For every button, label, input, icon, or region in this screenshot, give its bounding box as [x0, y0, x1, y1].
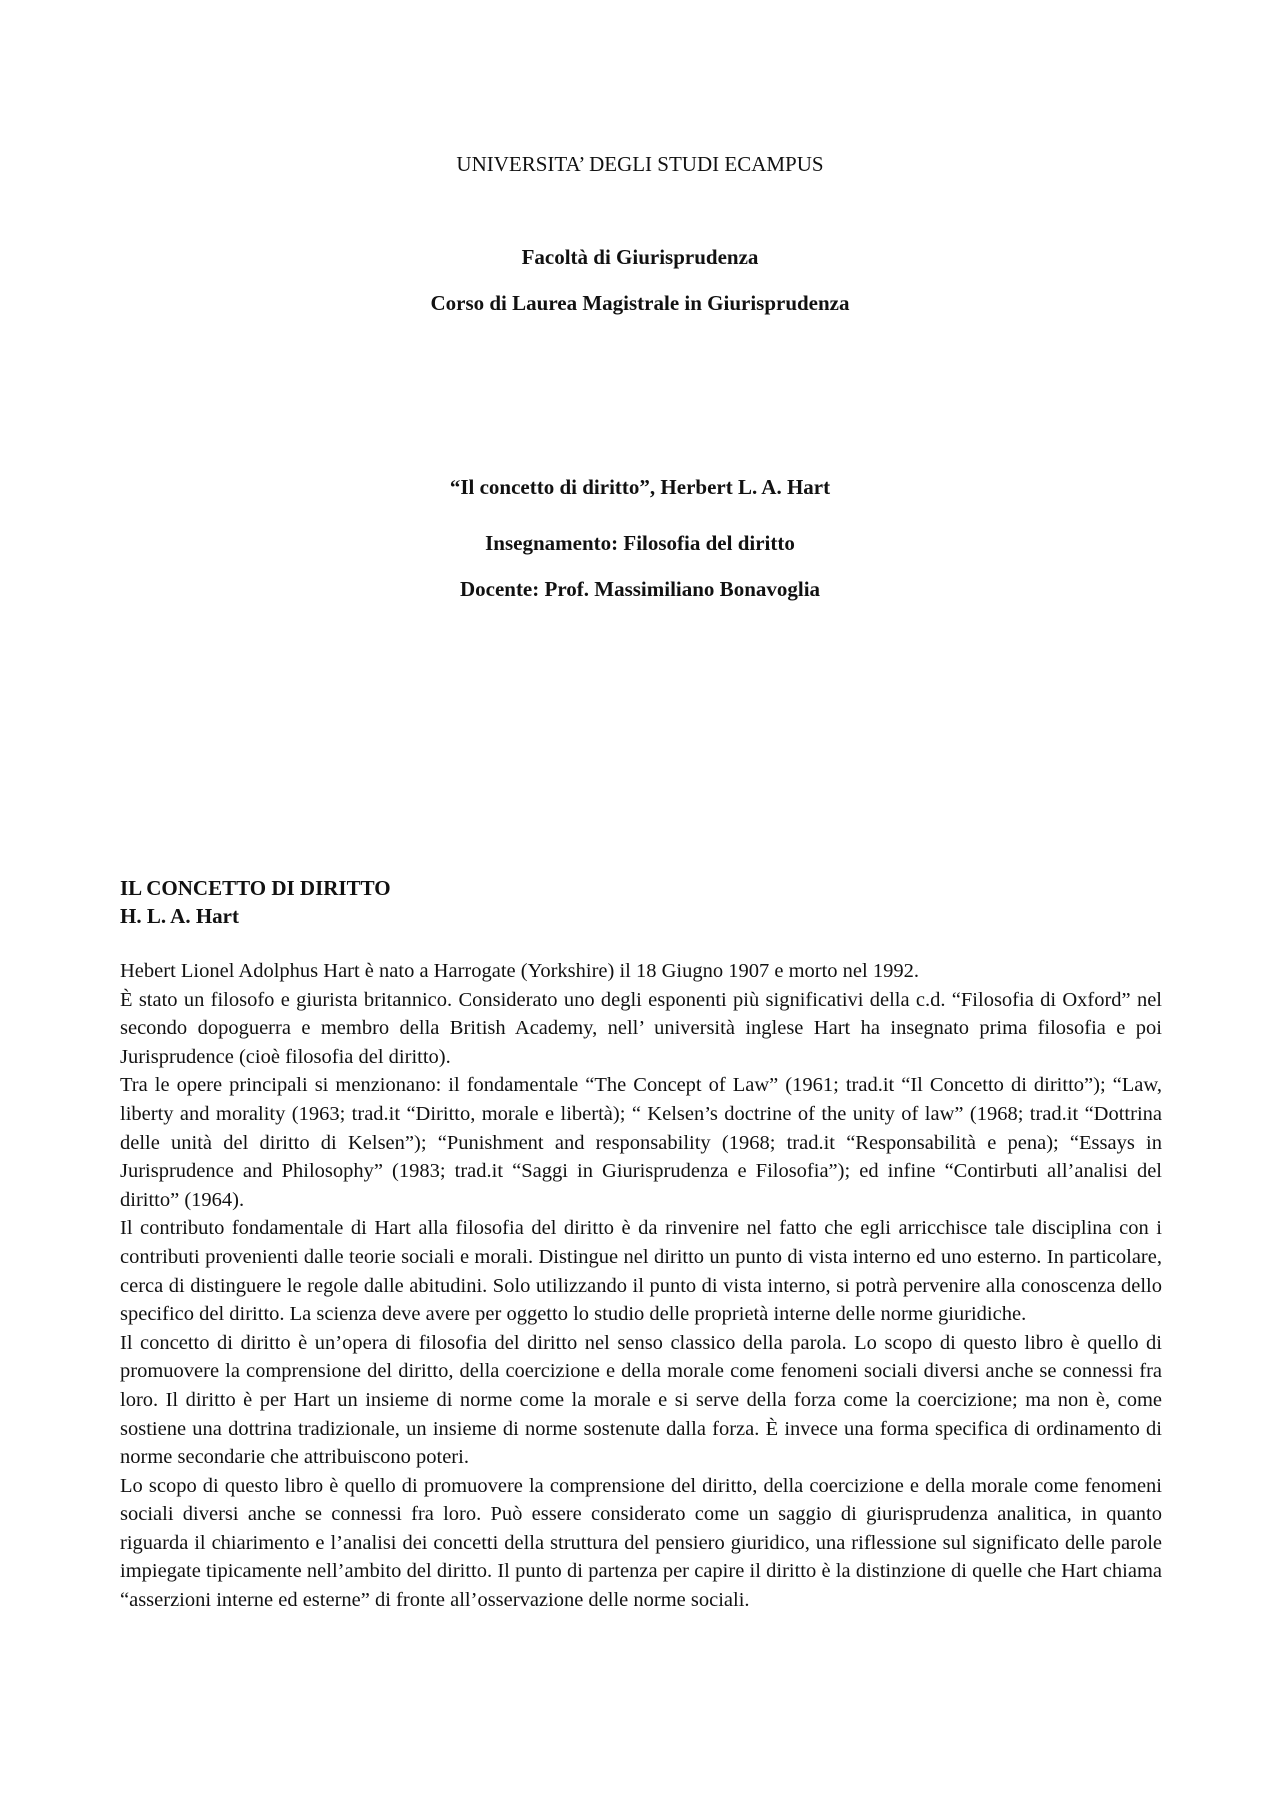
paragraph: Lo scopo di questo libro è quello di promuovere la comprensione del diritto, della coercizione e della morale come fenomeni sociali diversi anche se connessi fra loro. Può essere considerato come un saggio di giurisprudenza analitica, in quanto riguarda il chiarimento e l’analisi dei concetti della struttura del pensiero giuridico, una riflessione sul significato delle parole impiegate tipicamente nell’ambito del diritto. Il punto di partenza per capire il diritto è la distinzione di quelle che Hart chiama “asserzioni interne ed esterne” di fronte all’osservazione delle norme sociali. — [120, 1474, 1162, 1612]
course-name: Corso di Laurea Magistrale in Giurisprudenza — [430, 291, 850, 315]
paragraph: È stato un filosofo e giurista britannico. Considerato uno degli esponenti più significativi della c.d. “Filosofia di Oxford” nel secondo dopoguerra e membro della British Academy, nell’ università inglese Hart ha insegnato prima filosofia e poi Jurisprudence (cioè filosofia del diritto). — [120, 988, 1162, 1068]
body-text — [120, 957, 1162, 1615]
faculty-name: Facoltà di Giurisprudenza — [521, 245, 759, 269]
work-title: “Il concetto di diritto”, Herbert L. A. Hart — [449, 475, 831, 499]
university-name: UNIVERSITA’ DEGLI STUDI ECAMPUS — [456, 152, 824, 176]
section-author: H. L. A. Hart — [120, 904, 239, 928]
section-title: IL CONCETTO DI DIRITTO — [120, 876, 391, 900]
teacher-line: Docente: Prof. Massimiliano Bonavoglia — [459, 577, 821, 601]
paragraph: Il concetto di diritto è un’opera di filosofia del diritto nel senso classico della parola. Lo scopo di questo libro è quello di promuovere la comprensione del diritto, della coercizione e della morale come fenomeni sociali diversi anche se connessi fra loro. Il diritto è per Hart un insieme di norme come la morale e si serve della forza come la coercizione; ma non è, come sostiene una dottrina tradizionale, un insieme di norme sostenute dalla forza. È invece una forma specifica di ordinamento di norme secondarie che attribuiscono poteri. — [120, 1331, 1162, 1469]
paragraph: Tra le opere principali si menzionano: il fondamentale “The Concept of Law” (1961; trad.it “Il Concetto di diritto”); “Law, liberty and morality (1963; trad.it “Diritto, morale e libertà); “ Kelsen’s doctrine of the unity of law” (1968; trad.it “Dottrina delle unità del diritto di Kelsen”); “Punishment and responsability (1968; trad.it “Responsabilità e pena); “Essays in Jurisprudence and Philosophy” (1983; trad.it “Saggi in Giurisprudenza e Filosofia”); ed infine “Contirbuti all’analisi del diritto” (1964). — [120, 1074, 1162, 1211]
paragraph: Il contributo fondamentale di Hart alla filosofia del diritto è da rinvenire nel fatto che egli arricchisce tale disciplina con i contributi provenienti dalle teorie sociali e morali. Distingue nel diritto un punto di vista interno ed uno esterno. In particolare, cerca di distinguere le regole dalle abitudini. Solo utilizzando il punto di vista interno, si potrà pervenire alla conoscenza dello specifico del diritto. La scienza deve avere per oggetto lo studio delle proprietà interne delle norme giuridiche. — [120, 1217, 1162, 1326]
paragraph: Hebert Lionel Adolphus Hart è nato a Harrogate (Yorkshire) il 18 Giugno 1907 e morto nel 1992. — [120, 960, 919, 982]
subject-line: Insegnamento: Filosofia del diritto — [485, 531, 795, 555]
